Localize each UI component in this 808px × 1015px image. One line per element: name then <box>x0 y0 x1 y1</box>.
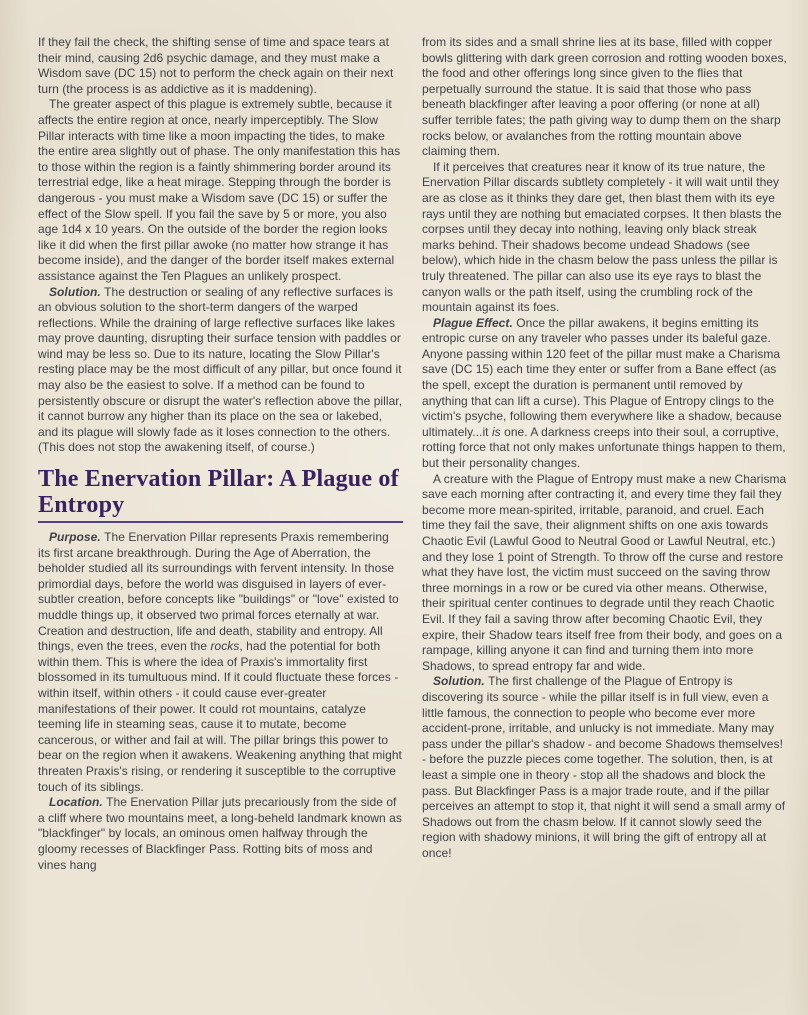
paragraph <box>38 795 403 873</box>
paragraph-text: The greater aspect of this plague is extremely subtle, because it affects the entire region at once, nearly imperceptibly. The Slow Pillar interacts with time like a moon impacting the tides, to make the entire area slightly out of phase. The only manifestation this has to those within the region is a faintly shimmering border around its terrestrial edge, like a heat mirage. Stepping through the border is dangerous - you must make a Wisdom save (DC 15) or suffer the effect of the Slow spell. If you fail the save by 5 or more, you also age 1d4 x 10 years. On the outside of the border the region looks like it did when the first pillar awoke (no matter how strange it has become inside), and the danger of the border itself makes external assistance against the Ten Plagues an unlikely prospect. <box>38 97 401 283</box>
paragraph <box>38 35 403 97</box>
paragraph <box>422 35 787 160</box>
paragraph-lead-text: Plague Effect. <box>433 315 517 330</box>
paragraph-lead-text: Location. <box>49 795 107 810</box>
paragraph-text: The Enervation Pillar represents Praxis remembering its first arcane breakthrough. During the Age of Aberration, the beholder studied all its surroundings with fervent intensity. In those primordial days, before the world was disguised in layers of ever-subtler creation, before concepts like "buildings" or "love" existed to muddle things up, it observed two primal forces eternally at war. Creation and destruction, life and death, stability and entropy. All things, even the trees, even the <box>38 530 399 654</box>
paragraph <box>38 285 403 457</box>
paragraph-text: If it perceives that creatures near it know of its true nature, the Enervation Pillar discards subtlety completely - it will wait until they are as close as it thinks they dare get, then blast them with its eye rays until they are nothing but emaciated corpses. It then blasts the corpses until they decay into nothing, leaving only black streak marks behind. Their shadows become undead Shadows (see below), which hide in the chasm below the pass unless the pillar is truly threatened. The pillar can also use its eye rays to blast the canyon walls or the path itself, using the crumbling rock of the mountain against its foes. <box>422 159 782 315</box>
paragraph-lead-text: rocks <box>210 639 240 654</box>
heading-rule <box>38 521 403 523</box>
paragraph-text: If they fail the check, the shifting sense of time and space tears at their mind, causing 2d6 psychic damage, and they must make a Wisdom save (DC 15) not to perform the check again on their next turn (the process is as addictive as it is maddening). <box>38 35 394 96</box>
paragraph <box>38 530 403 795</box>
paragraph-text: A creature with the Plague of Entropy must make a new Charisma save each morning after contracting it, and every time they fail they become more mean-spirited, irritable, paranoid, and cruel. Each time they fail the save, their alignment shifts on one axis towards Chaotic Evil (Lawful Good to Neutral Good or Lawful Neutral, etc.) and they lose 1 point of Strength. To throw off the curse and restore what they have lost, the victim must succeed on the saving throw three mornings in a row or be cured via other means. Otherwise, their spiritual center continues to degrade until they reach Chaotic Evil. If they fail a saving throw after becoming Chaotic Evil, they expire, their Shadow tears itself free from their body, and goes on a rampage, killing anyone it can find and turning them into more Shadows, to spread entropy far and wide. <box>422 471 787 673</box>
paragraph-lead-text: is <box>491 424 501 439</box>
paragraph-text: , had the potential for both within them. This is where the idea of Praxis's immortality first blossomed in its tumultuous mind. If it could fluctuate these forces - within itself, within others - it could cause ever-greater manifestations of their power. It could rot mountains, catalyze teeming life in steaming seas, cause it to mutate, become cancerous, or wither and fail at will. The pillar brings this power to bear on the region when it awakens. Weakening anything that might threaten Praxis's rising, or rendering it susceptible to the corruptive touch of its siblings. <box>38 639 402 794</box>
section-heading: The Enervation Pillar: A Plague of Entropy <box>38 466 399 519</box>
paragraph-text: The destruction or sealing of any reflective surfaces is an obvious solution to the short-term dangers of the warped reflections. While the draining of large reflective surfaces like lakes may prove daunting, disrupting their surface tension with paddles or wind may be less so. Due to its nature, locating the Slow Pillar's resting place may be the most difficult of any pillar, but once found it may also be the easiest to solve. If a method can be found to persistently obscure or disrupt the water's reflection above the pillar, it cannot burrow any higher than its place on the sea or lakebed, and its plague will slowly fade as it loses connection to the others. (This does not stop the awakening itself, of course.) <box>38 284 403 455</box>
paragraph <box>422 472 787 675</box>
paragraph-lead-text: Solution. <box>49 284 105 299</box>
column-left <box>38 35 403 873</box>
paragraph-text: from its sides and a small shrine lies at its base, filled with copper bowls glittering with dark green corrosion and rotting wooden boxes, the food and other offerings long since given to the flies that perpetually surround the statue. It is said that those who pass beneath blackfinger after leaving a poor offering (or none at all) suffer terrible fates; the path giving way to dump them on the sharp rocks below, or avalanches from the rotting mountain above claiming them. <box>422 35 787 159</box>
column-right <box>422 35 787 873</box>
paragraph <box>422 674 787 861</box>
paragraph <box>422 316 787 472</box>
two-column-layout <box>38 35 787 873</box>
paragraph-text: Once the pillar awakens, it begins emitting its entropic curse on any traveler who passes under its baleful gaze. Anyone passing within 120 feet of the pillar must make a Charisma save (DC 15) each time they enter or suffer from a Bane effect (as the spell, except the duration is permanent until removed by anything that can lift a curse). This Plague of Entropy clings to the victim's psyche, following them everywhere like a shadow, because ultimately...it <box>422 315 782 439</box>
paragraph-lead-text: Purpose. <box>49 530 105 545</box>
paragraph <box>422 160 787 316</box>
paragraph-text: The first challenge of the Plague of Entropy is discovering its source - while the pillar itself is in full view, even a little famous, the connection to people who become ever more accident-prone, irritable, and unlucky is not immediate. Many may pass under the pillar's shadow - and become Shadows themselves! - before the puzzle pieces come together. The solution, then, is at least a simple one in theory - stop all the shadows and block the pass. But Blackfinger Pass is a major trade route, and if the pillar perceives an attempt to stop it, that night it will send a small army of Shadows out from the chasm below. If it cannot slowly seed the region with shadowy minions, it will bring the gift of entropy all at once! <box>422 674 786 860</box>
paragraph-text: one. A darkness creeps into their soul, a corruptive, rotting force that not only makes unfortunate things happen to them, but their personality changes. <box>422 424 786 471</box>
paragraph-lead-text: Solution. <box>433 674 489 689</box>
paragraph-text: The Enervation Pillar juts precariously from the side of a cliff where two mountains meet, a long-beheld landmark known as "blackfinger" by locals, an ominous omen halfway through the gloomy recesses of Blackfinger Pass. Rotting bits of moss and vines hang <box>38 795 402 872</box>
paragraph <box>38 97 403 284</box>
